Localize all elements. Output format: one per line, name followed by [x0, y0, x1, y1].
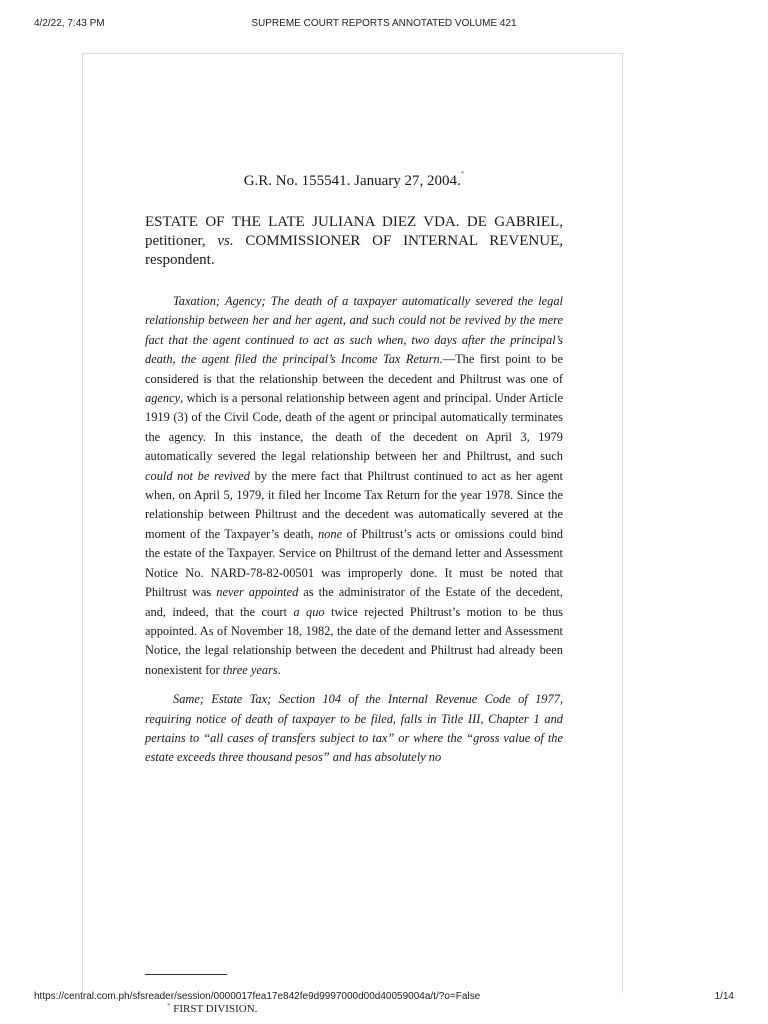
- syllabus-emphasis: a quo: [293, 604, 325, 619]
- syllabus-emphasis: none: [317, 526, 343, 541]
- print-datetime: 4/2/22, 7:43 PM: [34, 18, 105, 29]
- case-number: [145, 164, 563, 191]
- syllabus-text: twice rejected Philtrust’s motion to be thus appointed. As of November 18, 1982, the date of the demand letter and Assessment Notice, the legal relationship between the decedent and Philtrust had already been nonexistent for: [145, 604, 563, 677]
- print-title: SUPREME COURT REPORTS ANNOTATED VOLUME 421: [251, 18, 517, 29]
- footnote-reference-link[interactable]: *: [460, 170, 465, 178]
- syllabus-text: by the mere fact that Philtrust continued to act as her agent when, on April 5, 1979, it filed her Income Tax Return for the year 1978. Since the relationship between Philtrust and the decedent was automatically severed at the moment of the Taxpayer’s death,: [145, 468, 563, 541]
- print-url: https://central.com.ph/sfsreader/session/0000017fea17e842fe9d9997000d00d40059004a/t/?o=False: [34, 991, 481, 1002]
- versus-label: vs.: [217, 233, 234, 249]
- syllabus-paragraph-1: [145, 292, 563, 680]
- syllabus-emphasis: never appointed: [216, 585, 299, 600]
- syllabus-paragraph-2: [145, 690, 563, 768]
- syllabus-text: of Philtrust’s acts or omissions could bind the estate of the Taxpayer. Service on Philtrust of the demand letter and Assessment Notice No. NARD-78-82-00501 was improperly done. It must be noted that Philtrust was: [145, 526, 563, 600]
- footnote: [167, 1002, 257, 1015]
- syllabus-emphasis: agency: [145, 391, 181, 406]
- footnote-divider: [145, 974, 227, 975]
- print-page-indicator: 1/14: [714, 991, 734, 1002]
- syllabus-heading-1: Taxation; Agency; The death of a taxpayer automatically severed the legal relationship between her and her agent, and such could not be revived by the mere fact that the agent continued to act as such when, two days after the principal’s death, the agent filed the principal’s Income Tax Return.: [145, 294, 563, 367]
- footnote-marker: *: [167, 1002, 171, 1010]
- petitioner-name: ESTATE OF THE LATE JULIANA DIEZ VDA. DE GABRIEL,: [145, 214, 563, 230]
- syllabus-emphasis: three years: [222, 662, 278, 677]
- document-content: [145, 164, 563, 778]
- respondent-name: COMMISSIONER OF INTERNAL REVENUE: [233, 233, 560, 249]
- syllabus-emphasis: could not be revived: [145, 468, 250, 483]
- syllabus-text: , which is a personal relationship between agent and principal. Under Article 1919 (3) of the Civil Code, death of the agent or principal automatically terminates the agency. In this instance, the death of the decedent on April 3, 1979 automatically severed the legal relationship between her and Philtrust, and such: [145, 391, 563, 464]
- respondent-role: , respondent.: [145, 233, 563, 268]
- syllabus-text: as the administrator of the Estate of the decedent, and, indeed, that the court: [145, 585, 564, 619]
- footnote-text: FIRST DIVISION.: [170, 1003, 258, 1015]
- case-parties: [145, 213, 563, 270]
- case-number-text: G.R. No. 155541. January 27, 2004.: [243, 173, 461, 189]
- petitioner-role: petitioner,: [145, 233, 218, 249]
- syllabus-text: —The first point to be considered is that the relationship between the decedent and Philtrust was one of: [145, 352, 563, 386]
- syllabus-heading-2: Same; Estate Tax; Section 104 of the Internal Revenue Code of 1977, requiring notice of death of taxpayer to be filed, falls in Title III, Chapter 1 and pertains to “all cases of transfers subject to tax” or where the “gross value of the estate exceeds three thousand pesos” and has absolutely no: [145, 692, 563, 765]
- syllabus-text: .: [277, 662, 281, 677]
